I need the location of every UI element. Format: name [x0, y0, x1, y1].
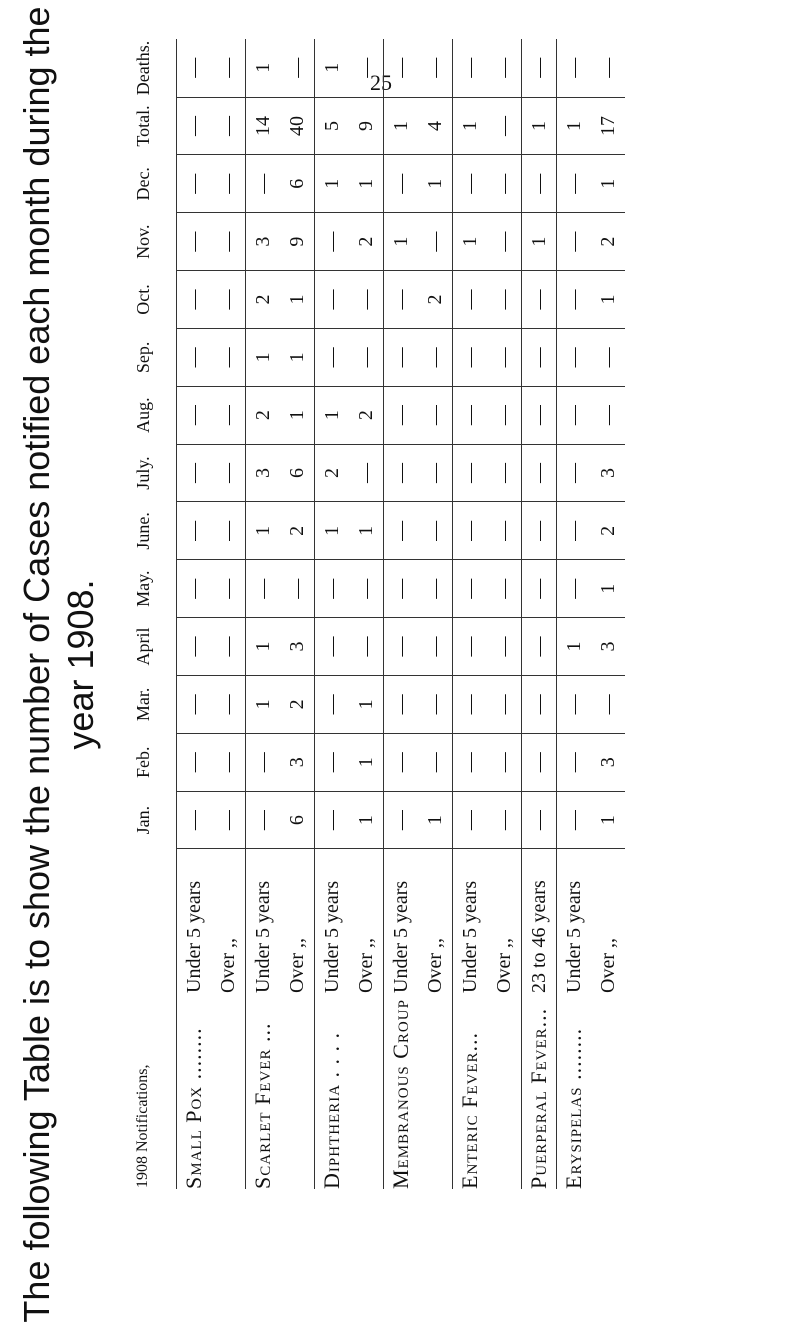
- cell-value: 1: [591, 791, 625, 849]
- cell-value: —: [384, 155, 419, 213]
- cell-value: —: [418, 213, 453, 271]
- table-body: [177, 39, 626, 1189]
- cell-value: 9: [349, 97, 384, 155]
- table-row: [177, 39, 212, 1189]
- cell-value: —: [522, 560, 557, 618]
- age-group: Over ,,: [216, 938, 239, 993]
- cell-value: —: [487, 328, 522, 386]
- cell-value: 1: [349, 502, 384, 560]
- age-group: Over ,,: [423, 938, 446, 993]
- disease-name: [591, 999, 625, 1189]
- table-row: [591, 39, 625, 1189]
- cell-value: 1: [315, 386, 350, 444]
- cell-value: 1: [522, 97, 557, 155]
- age-group: Under 5 years: [557, 849, 592, 999]
- cell-value: 6: [280, 155, 315, 213]
- cell-value: —: [487, 791, 522, 849]
- cell-value: —: [487, 271, 522, 329]
- cell-value: 1: [280, 386, 315, 444]
- cell-value: 1: [246, 675, 281, 733]
- deaths-header: Deaths.: [132, 40, 153, 96]
- cell-value: 1: [315, 502, 350, 560]
- cell-value: —: [315, 213, 350, 271]
- cell-value: —: [177, 328, 212, 386]
- month-header: June.: [132, 512, 153, 550]
- cell-value: —: [211, 271, 246, 329]
- cell-value: —: [557, 271, 592, 329]
- cell-value: —: [453, 675, 488, 733]
- cell-value: —: [211, 791, 246, 849]
- cell-value: —: [522, 502, 557, 560]
- cell-value: —: [177, 791, 212, 849]
- age-group: Over ,,: [492, 938, 515, 993]
- cell-value: —: [557, 560, 592, 618]
- cell-value: —: [315, 733, 350, 791]
- month-header: Aug.: [132, 397, 153, 433]
- disease-name: Erysipelas ........: [557, 999, 592, 1189]
- cell-value: —: [487, 97, 522, 155]
- cell-value: —: [591, 386, 625, 444]
- cell-value: —: [591, 39, 625, 97]
- cell-value: —: [384, 733, 419, 791]
- cell-value: —: [453, 444, 488, 502]
- cell-value: —: [557, 155, 592, 213]
- cell-value: —: [177, 271, 212, 329]
- cell-value: —: [177, 155, 212, 213]
- cell-value: 6: [280, 444, 315, 502]
- cell-value: —: [177, 39, 212, 97]
- cell-value: —: [453, 502, 488, 560]
- cell-value: —: [349, 271, 384, 329]
- cell-value: —: [384, 386, 419, 444]
- cell-value: —: [557, 675, 592, 733]
- cell-value: 1: [246, 502, 281, 560]
- cell-value: —: [418, 618, 453, 676]
- cell-value: —: [487, 386, 522, 444]
- cell-value: 1: [522, 213, 557, 271]
- cell-value: —: [522, 791, 557, 849]
- cell-value: 1: [349, 733, 384, 791]
- cell-value: —: [557, 328, 592, 386]
- cell-value: —: [453, 560, 488, 618]
- table-row: [315, 39, 350, 1189]
- cell-value: —: [246, 733, 281, 791]
- disease-name: [280, 999, 315, 1189]
- age-group: Over ,,: [285, 938, 308, 993]
- cell-value: —: [557, 213, 592, 271]
- cell-value: 3: [280, 733, 315, 791]
- cell-value: 1: [280, 328, 315, 386]
- month-header: July.: [132, 456, 153, 490]
- cell-value: —: [453, 618, 488, 676]
- cell-value: —: [522, 733, 557, 791]
- cell-value: —: [211, 675, 246, 733]
- cell-value: 1: [418, 155, 453, 213]
- cell-value: —: [246, 560, 281, 618]
- cell-value: —: [280, 39, 315, 97]
- cell-value: —: [522, 444, 557, 502]
- cell-value: 3: [246, 444, 281, 502]
- month-header: Nov.: [132, 224, 153, 259]
- table-row: [384, 39, 419, 1189]
- cell-value: —: [557, 39, 592, 97]
- cell-value: 4: [418, 97, 453, 155]
- cell-value: —: [315, 675, 350, 733]
- month-header: Oct.: [132, 284, 153, 315]
- disease-name: Enteric Fever...: [453, 999, 488, 1189]
- cell-value: —: [591, 328, 625, 386]
- cell-value: —: [453, 39, 488, 97]
- cell-value: —: [557, 791, 592, 849]
- cell-value: 1: [315, 39, 350, 97]
- cell-value: —: [211, 618, 246, 676]
- cell-value: —: [177, 213, 212, 271]
- cell-value: —: [315, 618, 350, 676]
- cell-value: —: [384, 39, 419, 97]
- corner-header: 1908 Notifications,: [134, 1064, 151, 1188]
- table-row: [487, 39, 522, 1189]
- disease-name: Diphtheria . . . .: [315, 999, 350, 1189]
- cell-value: —: [487, 39, 522, 97]
- cell-value: —: [418, 502, 453, 560]
- age-group: Under 5 years: [315, 849, 350, 999]
- cell-value: —: [315, 328, 350, 386]
- cell-value: —: [177, 502, 212, 560]
- month-header: May.: [132, 570, 153, 607]
- month-header: Dec.: [132, 167, 153, 201]
- cell-value: —: [349, 444, 384, 502]
- cell-value: —: [384, 618, 419, 676]
- cell-value: 1: [557, 97, 592, 155]
- cell-value: —: [453, 791, 488, 849]
- table-row: [246, 39, 281, 1189]
- notifications-table: [110, 39, 625, 1189]
- cell-value: 9: [280, 213, 315, 271]
- cell-value: —: [349, 39, 384, 97]
- cell-value: —: [384, 675, 419, 733]
- table-title-line-2: year 1908.: [60, 579, 101, 750]
- cell-value: —: [177, 733, 212, 791]
- cell-value: —: [384, 560, 419, 618]
- cell-value: —: [418, 386, 453, 444]
- table-title-line-1: The following Table is to show the number of Cases notified each month during the: [16, 6, 57, 1323]
- cell-value: —: [453, 386, 488, 444]
- cell-value: —: [384, 328, 419, 386]
- cell-value: —: [522, 618, 557, 676]
- cell-value: 1: [557, 618, 592, 676]
- table-row: [453, 39, 488, 1189]
- cell-value: 1: [246, 39, 281, 97]
- cell-value: —: [487, 213, 522, 271]
- cell-value: 2: [591, 502, 625, 560]
- month-header: Jan.: [132, 805, 153, 835]
- cell-value: —: [384, 791, 419, 849]
- disease-name: [349, 999, 384, 1189]
- page-number: 25: [370, 70, 392, 95]
- cell-value: —: [557, 733, 592, 791]
- cell-value: 1: [384, 213, 419, 271]
- month-header: April: [132, 627, 153, 666]
- cell-value: 3: [246, 213, 281, 271]
- cell-value: 2: [349, 213, 384, 271]
- age-group: Under 5 years: [453, 849, 488, 999]
- cell-value: —: [487, 733, 522, 791]
- cell-value: —: [522, 328, 557, 386]
- cell-value: —: [349, 618, 384, 676]
- cell-value: —: [522, 271, 557, 329]
- cell-value: —: [177, 444, 212, 502]
- cell-value: —: [453, 733, 488, 791]
- cell-value: —: [349, 328, 384, 386]
- cell-value: —: [211, 733, 246, 791]
- table-row: [280, 39, 315, 1189]
- cell-value: —: [384, 271, 419, 329]
- age-group: Under 5 years: [384, 849, 419, 999]
- age-group: Over ,,: [596, 938, 619, 993]
- cell-value: 3: [591, 618, 625, 676]
- cell-value: 2: [349, 386, 384, 444]
- disease-name: [418, 999, 453, 1189]
- cell-value: —: [522, 39, 557, 97]
- cell-value: —: [211, 502, 246, 560]
- disease-name: Membranous Croup: [384, 999, 419, 1189]
- cell-value: —: [177, 675, 212, 733]
- cell-value: 2: [246, 271, 281, 329]
- cell-value: —: [418, 560, 453, 618]
- month-header: Feb.: [132, 746, 153, 778]
- cell-value: —: [453, 271, 488, 329]
- cell-value: 17: [591, 97, 625, 155]
- cell-value: 1: [280, 271, 315, 329]
- cell-value: 1: [349, 155, 384, 213]
- month-header: Mar.: [132, 687, 153, 722]
- cell-value: 1: [418, 791, 453, 849]
- cell-value: —: [557, 502, 592, 560]
- cell-value: —: [211, 386, 246, 444]
- month-header: Sep.: [132, 341, 153, 374]
- cell-value: —: [487, 502, 522, 560]
- disease-name: [211, 999, 246, 1189]
- cell-value: —: [453, 155, 488, 213]
- cell-value: 2: [315, 444, 350, 502]
- cell-value: 40: [280, 97, 315, 155]
- cell-value: 1: [591, 271, 625, 329]
- cell-value: 1: [349, 791, 384, 849]
- cell-value: —: [177, 618, 212, 676]
- cell-value: 1: [246, 618, 281, 676]
- cell-value: —: [246, 155, 281, 213]
- cell-value: 3: [280, 618, 315, 676]
- disease-name: Scarlet Fever ...: [246, 999, 281, 1189]
- cell-value: —: [591, 675, 625, 733]
- age-group: 23 to 46 years: [522, 849, 557, 999]
- cell-value: 1: [246, 328, 281, 386]
- total-header: Total.: [132, 105, 153, 147]
- cell-value: 2: [591, 213, 625, 271]
- table-row: [557, 39, 592, 1189]
- cell-value: —: [177, 560, 212, 618]
- cell-value: 1: [453, 213, 488, 271]
- table-row: [522, 39, 557, 1189]
- cell-value: —: [418, 733, 453, 791]
- table-header-row: [110, 39, 177, 1189]
- cell-value: —: [418, 444, 453, 502]
- cell-value: 14: [246, 97, 281, 155]
- cell-value: 1: [384, 97, 419, 155]
- cell-value: —: [418, 328, 453, 386]
- cell-value: —: [487, 444, 522, 502]
- cell-value: 2: [246, 386, 281, 444]
- disease-name: [487, 999, 522, 1189]
- cell-value: —: [418, 39, 453, 97]
- cell-value: —: [349, 560, 384, 618]
- cell-value: —: [487, 560, 522, 618]
- cell-value: 1: [453, 97, 488, 155]
- cell-value: 1: [349, 675, 384, 733]
- cell-value: 3: [591, 444, 625, 502]
- cell-value: —: [211, 97, 246, 155]
- cell-value: —: [246, 791, 281, 849]
- cell-value: 6: [280, 791, 315, 849]
- cell-value: 2: [280, 675, 315, 733]
- cell-value: —: [211, 155, 246, 213]
- cell-value: —: [487, 618, 522, 676]
- cell-value: —: [315, 271, 350, 329]
- cell-value: —: [522, 155, 557, 213]
- cell-value: —: [211, 39, 246, 97]
- cell-value: —: [522, 675, 557, 733]
- cell-value: —: [557, 386, 592, 444]
- cell-value: —: [522, 386, 557, 444]
- cell-value: 3: [591, 733, 625, 791]
- cell-value: —: [487, 155, 522, 213]
- table-row: [349, 39, 384, 1189]
- cell-value: —: [211, 560, 246, 618]
- cell-value: —: [211, 328, 246, 386]
- cell-value: —: [557, 444, 592, 502]
- table-row: [211, 39, 246, 1189]
- cell-value: —: [211, 213, 246, 271]
- cell-value: 2: [280, 502, 315, 560]
- disease-name: Small Pox ........: [177, 999, 212, 1189]
- cell-value: 1: [591, 560, 625, 618]
- age-group: Under 5 years: [246, 849, 281, 999]
- cell-value: —: [315, 791, 350, 849]
- cell-value: 1: [315, 155, 350, 213]
- disease-name: Puerperal Fever...: [522, 999, 557, 1189]
- table-row: [418, 39, 453, 1189]
- cell-value: —: [384, 444, 419, 502]
- cell-value: —: [177, 386, 212, 444]
- cell-value: —: [315, 560, 350, 618]
- cell-value: —: [280, 560, 315, 618]
- cell-value: —: [487, 675, 522, 733]
- age-group: Under 5 years: [177, 849, 212, 999]
- cell-value: 1: [591, 155, 625, 213]
- cell-value: —: [418, 675, 453, 733]
- cell-value: 2: [418, 271, 453, 329]
- cell-value: —: [384, 502, 419, 560]
- cell-value: 5: [315, 97, 350, 155]
- cell-value: —: [177, 97, 212, 155]
- age-header: [110, 849, 177, 999]
- age-group: Over ,,: [354, 938, 377, 993]
- cell-value: —: [453, 328, 488, 386]
- cell-value: —: [211, 444, 246, 502]
